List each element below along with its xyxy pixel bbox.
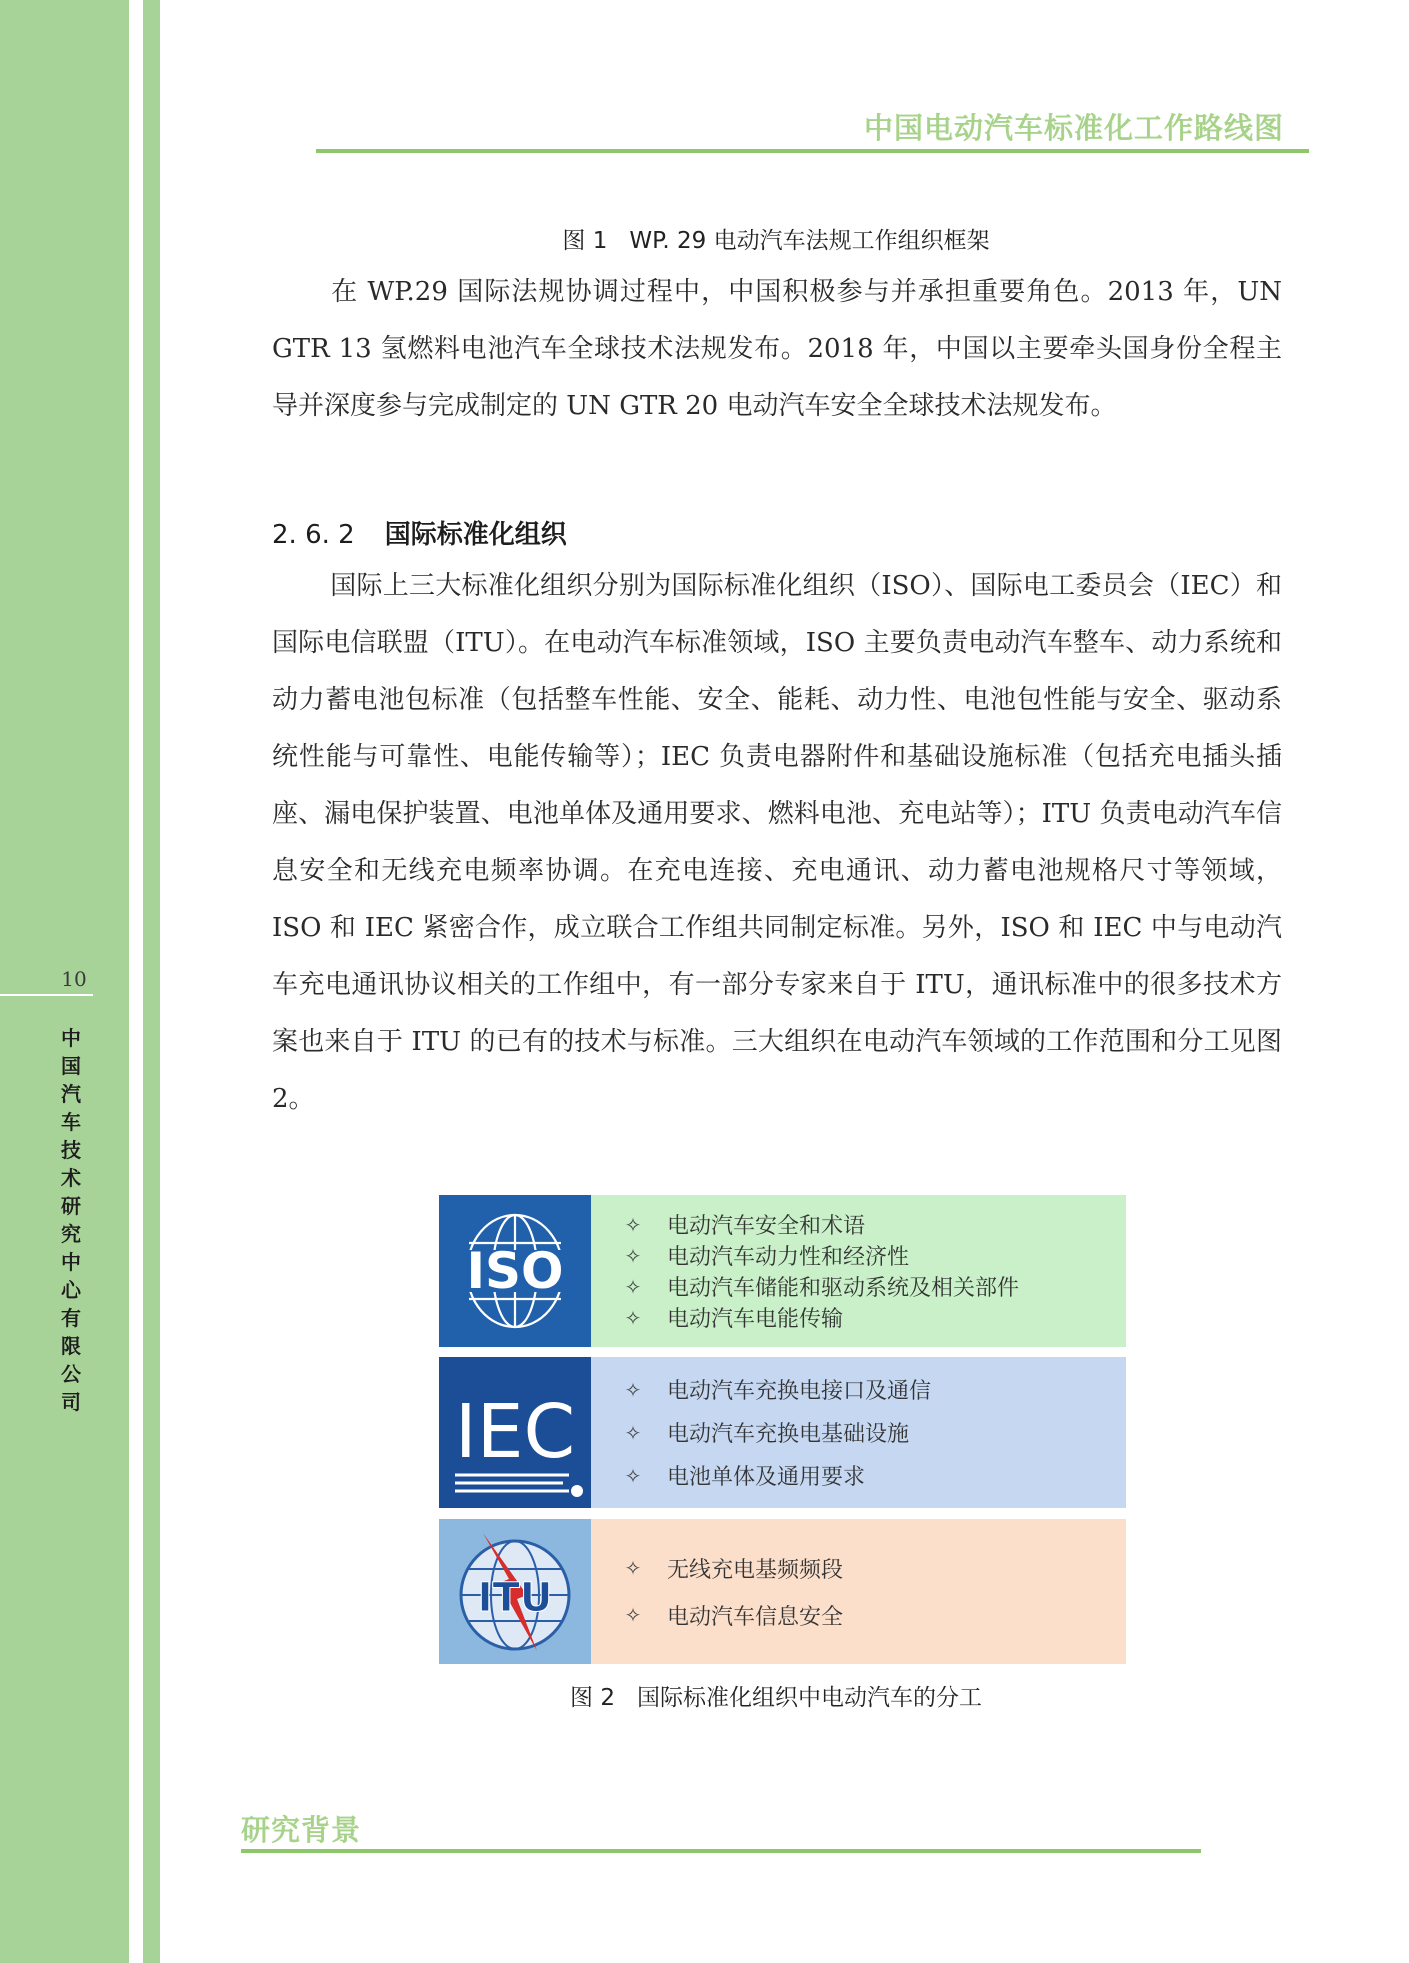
diamond-bullet-icon: ✧ bbox=[624, 1377, 642, 1402]
header-title: 中国电动汽车标准化工作路线图 bbox=[863, 111, 1284, 145]
section-number: 2. 6. 2 bbox=[272, 520, 355, 550]
itu-list bbox=[597, 1519, 1126, 1664]
diamond-bullet-icon: ✧ bbox=[624, 1556, 642, 1580]
list-item-text: 电动汽车充换电接口及通信 bbox=[667, 1379, 932, 1404]
list-item-text: 电动汽车充换电基础设施 bbox=[667, 1422, 910, 1447]
list-item bbox=[597, 1417, 1126, 1448]
section-heading bbox=[272, 514, 567, 551]
list-item bbox=[597, 1600, 1126, 1631]
figure1-caption bbox=[272, 222, 1280, 255]
figure1-number: 图 1 bbox=[562, 228, 608, 254]
figure2-text: 国际标准化组织中电动汽车的分工 bbox=[636, 1685, 982, 1711]
paragraph-wp29 bbox=[272, 264, 1282, 435]
diamond-bullet-icon: ✧ bbox=[624, 1603, 642, 1627]
list-item bbox=[597, 1240, 1126, 1271]
list-item bbox=[597, 1553, 1126, 1584]
header-rule bbox=[316, 149, 1309, 153]
iec-list bbox=[597, 1357, 1126, 1508]
list-item-text: 电动汽车储能和驱动系统及相关部件 bbox=[667, 1276, 1020, 1301]
iec-logo bbox=[439, 1357, 591, 1508]
org-block-iso bbox=[439, 1195, 1126, 1347]
diamond-bullet-icon: ✧ bbox=[624, 1463, 642, 1488]
list-item-text: 电动汽车电能传输 bbox=[667, 1307, 844, 1332]
section-title: 国际标准化组织 bbox=[384, 520, 567, 550]
list-item bbox=[597, 1460, 1126, 1491]
itu-logo bbox=[439, 1519, 591, 1664]
page-number: 10 bbox=[61, 967, 87, 991]
diamond-bullet-icon: ✧ bbox=[624, 1420, 642, 1445]
figure1-text: WP. 29 电动汽车法规工作组织框架 bbox=[629, 228, 990, 254]
page-number-rule bbox=[0, 994, 93, 996]
list-item bbox=[597, 1374, 1126, 1405]
list-item bbox=[597, 1209, 1126, 1240]
itu-logo-graphic bbox=[439, 1519, 591, 1664]
list-item-text: 电池单体及通用要求 bbox=[667, 1465, 866, 1490]
iso-list bbox=[597, 1195, 1126, 1347]
paragraph-standards bbox=[272, 558, 1282, 1128]
figure2-caption bbox=[272, 1679, 1280, 1712]
diamond-bullet-icon: ✧ bbox=[624, 1305, 642, 1330]
footer-rule bbox=[241, 1849, 1201, 1853]
iso-logo bbox=[439, 1195, 591, 1347]
list-item-text: 电动汽车安全和术语 bbox=[667, 1214, 866, 1239]
diamond-bullet-icon: ✧ bbox=[624, 1212, 642, 1237]
figure2-number: 图 2 bbox=[570, 1685, 615, 1711]
paragraph-standards-text: 国际上三大标准化组织分别为国际标准化组织（ISO）、国际电工委员会（IEC）和国际电信联盟（ITU）。在电动汽车标准领域，ISO 主要负责电动汽车整车、动力系统和动力蓄电池包标准（包括整车性能、安全、能耗、动力性、电池包性能与安全、驱动系统性能与可靠性、电能传输等）；IEC 负责电器附件和基础设施标准（包括充电插头插座、漏电保护装置、电池单体及通用要求、燃料电池、充电站等）；ITU 负责电动汽车信息安全和无线充电频率协调。在充电连接、充电通讯、动力蓄电池规格尺寸等领域，ISO 和 IEC 紧密合作，成立联合工作组共同制定标准。另外，ISO 和 IEC 中与电动汽车充电通讯协议相关的工作组中，有一部分专家来自于 ITU，通讯标准中的很多技术方案也来自于 ITU 的已有的技术与标准。三大组织在电动汽车领域的工作范围和分工见图 2。 bbox=[272, 571, 1282, 1114]
sidebar-strip bbox=[143, 0, 160, 1963]
footer-title: 研究背景 bbox=[241, 1813, 362, 1847]
list-item-text: 电动汽车动力性和经济性 bbox=[667, 1245, 910, 1270]
iec-logo-text: IEC bbox=[454, 1389, 576, 1475]
list-item bbox=[597, 1302, 1126, 1333]
list-item-text: 电动汽车信息安全 bbox=[667, 1604, 844, 1630]
itu-logo-text: ITU bbox=[477, 1575, 553, 1621]
paragraph-wp29-text: 在 WP.29 国际法规协调过程中，中国积极参与并承担重要角色。2013 年，UN GTR 13 氢燃料电池汽车全球技术法规发布。2018 年，中国以主要牵头国身份全程主导并深度参与完成制定的 UN GTR 20 电动汽车安全全球技术法规发布。 bbox=[272, 277, 1282, 421]
list-item-text: 无线充电基频频段 bbox=[667, 1557, 844, 1583]
diamond-bullet-icon: ✧ bbox=[624, 1243, 642, 1268]
org-block-iec bbox=[439, 1357, 1126, 1508]
iso-logo-graphic bbox=[439, 1195, 591, 1347]
list-item bbox=[597, 1271, 1126, 1302]
sidebar-gap bbox=[129, 0, 143, 1963]
diamond-bullet-icon: ✧ bbox=[624, 1274, 642, 1299]
iec-logo-graphic bbox=[439, 1357, 591, 1508]
iso-logo-text: ISO bbox=[466, 1242, 564, 1300]
sidebar-vertical-title: 中国汽车技术研究中心有限公司 bbox=[61, 1026, 81, 1414]
org-block-itu bbox=[439, 1519, 1126, 1664]
